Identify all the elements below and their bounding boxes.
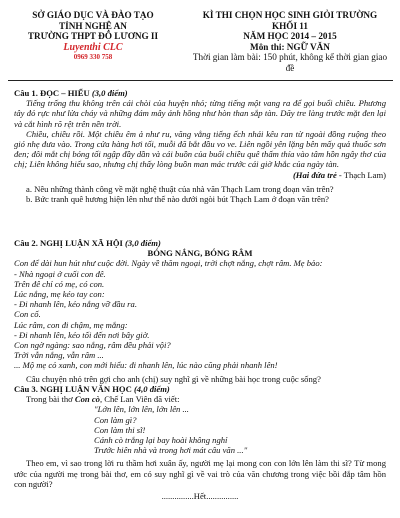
story-line: Con để dài hun hút như cuộc đời. Ngày về thăm ngoại, trời chợt nắng, chợt râm. Mẹ bảo:: [14, 258, 323, 269]
poem-line: Cánh cò trắng lại bay hoài không nghỉ: [94, 435, 228, 446]
section-2-points: (3,0 điểm): [125, 238, 161, 248]
section-3-heading: [14, 384, 386, 394]
exam-name: KÌ THI CHỌN HỌC SINH GIỎI TRƯỜNG KHỐI 11: [202, 10, 378, 31]
poem-line: Con làm gì?: [94, 414, 137, 425]
passage-paragraph-2: Chiều, chiều rồi. Một chiều êm ả như ru, văng vẳng tiếng ếch nhái kêu ran từ ngoài đồng ruộng theo gió nhẹ đưa vào. Trong cửa hàng hơi tối, muỗi đã bắt đầu vo ve. Liên ngồi yên lặng bên mấy quả thuốc sơn đen; đôi mắt chị bóng tối ngập đầy dần và cái buồn của buổi chiều quê thấm thía vào tâm hồn ngây thơ của chị; Liên không hiểu sao, nhưng chị thấy lòng buồn man mác trước cái giờ khắc của ngày tàn.: [14, 128, 386, 170]
passage-paragraph-1: Tiếng trống thu không trên cái chòi của huyện nhỏ; từng tiếng một vang ra để gọi buổi chiều. Phương tây đỏ rực như lửa cháy và những đám mây ánh hồng như hòn than sắp tàn. Dãy tre làng trước mặt đen lại và cắt hình rõ rệt trên nền trời.: [14, 98, 386, 129]
question-b: b. Bức tranh quê hương hiện lên như thế nào dưới ngòi bút Thạch Lam ở đoạn văn trên?: [26, 194, 329, 205]
source-author: - Thạch Lam): [336, 169, 386, 180]
story-line: Con cố.: [14, 309, 41, 320]
story-line: Trời vẫn nắng, vẫn râm ...: [14, 350, 104, 361]
section-3-title: Câu 3. NGHỊ LUẬN VĂN HỌC: [14, 384, 132, 394]
story-line: Con ngờ ngàng: sao nắng, râm đều phải vội?: [14, 340, 171, 351]
question-a: a. Nêu những thành công về mặt nghệ thuật của nhà văn Thạch Lam trong đoạn văn trên?: [26, 183, 334, 194]
quoted-poem: [14, 404, 386, 455]
section-2-prompt: Câu chuyện nhỏ trên gợi cho anh (chị) suy nghĩ gì về những bài học trong cuộc sống?: [26, 373, 321, 384]
story-line: - Nhà ngoại ở cuối con đê.: [14, 268, 106, 279]
story-line: Trên đê chỉ có mẹ, có con.: [14, 278, 105, 289]
section-1-heading: [14, 88, 386, 98]
poem-line: Trước hiên nhà và trong hơi mát câu văn ...": [94, 445, 248, 456]
brand-logo-text: Luyenthi CLC: [63, 41, 123, 53]
story-line: Lúc râm, con đi chậm, mẹ mắng:: [14, 319, 128, 330]
school-year: NĂM HỌC 2014 – 2015: [243, 31, 337, 42]
intro-text-a: Trong bài thơ: [26, 394, 75, 405]
intro-poem-name: Con cò: [74, 394, 100, 405]
section-1-title: Câu 1. ĐỌC – HIỂU: [14, 88, 90, 98]
story-line: ... Mộ mẹ cỏ xanh, con mới hiểu: đi nhanh lên, lúc nào cũng phải nhanh lên!: [14, 360, 278, 371]
subject: Môn thi: NGỮ VĂN: [250, 41, 330, 52]
header-right: [190, 10, 390, 74]
section-3: [14, 384, 386, 501]
poem-line: Con làm thi sĩ!: [94, 424, 146, 435]
province-name: TỈNH NGHỆ AN: [59, 20, 127, 31]
story-line: Lúc nắng, mẹ kéo tay con:: [14, 289, 105, 300]
story-text: [14, 258, 386, 370]
section-2: [14, 238, 386, 384]
section-1-points: (3,0 điểm): [91, 88, 128, 98]
time-allowed: Thời gian làm bài: 150 phút, không kể thời gian giao đề: [192, 52, 388, 73]
passage-source: [14, 170, 386, 180]
story-line: - Đi nhanh lên, kéo nắng vỡ đầu ra.: [14, 299, 137, 310]
section-3-points: (4,0 điểm): [133, 384, 170, 394]
section-1: [14, 88, 386, 204]
department-name: SỞ GIÁO DỤC VÀ ĐÀO TẠO: [32, 10, 154, 20]
story-title: BÓNG NẮNG, BÓNG RÂM: [147, 248, 253, 259]
section-3-intro: [14, 394, 386, 404]
story-line: - Đi nhanh lên, kéo tối đến nơi bây giờ.: [14, 329, 150, 340]
source-title: (Hai đứa trẻ: [292, 169, 337, 180]
section-2-heading: [14, 238, 386, 248]
brand-phone: 0969 330 758: [73, 52, 113, 61]
intro-text-b: , Chế Lan Viên đã viết:: [99, 394, 180, 405]
poem-line: "Lớn lên, lớn lên, lớn lên ...: [94, 404, 189, 415]
section-2-title: Câu 2. NGHỊ LUẬN XÃ HỘI: [14, 238, 123, 248]
section-3-body: Theo em, vì sao trong lời ru thầm hơi xuân ấy, người mẹ lại mong con con lớn lên làm thi sĩ? Từ mong ước của người mẹ trong bài thơ, em có suy nghĩ gì về vai trò của văn chương trong việc bồi đắp tâm hồn con người?: [14, 458, 386, 489]
header-divider: [8, 80, 393, 81]
end-marker: ...............Hết...............: [161, 491, 239, 502]
school-name: TRƯỜNG THPT ĐÔ LƯƠNG II: [27, 31, 159, 42]
header-left: [18, 10, 168, 61]
